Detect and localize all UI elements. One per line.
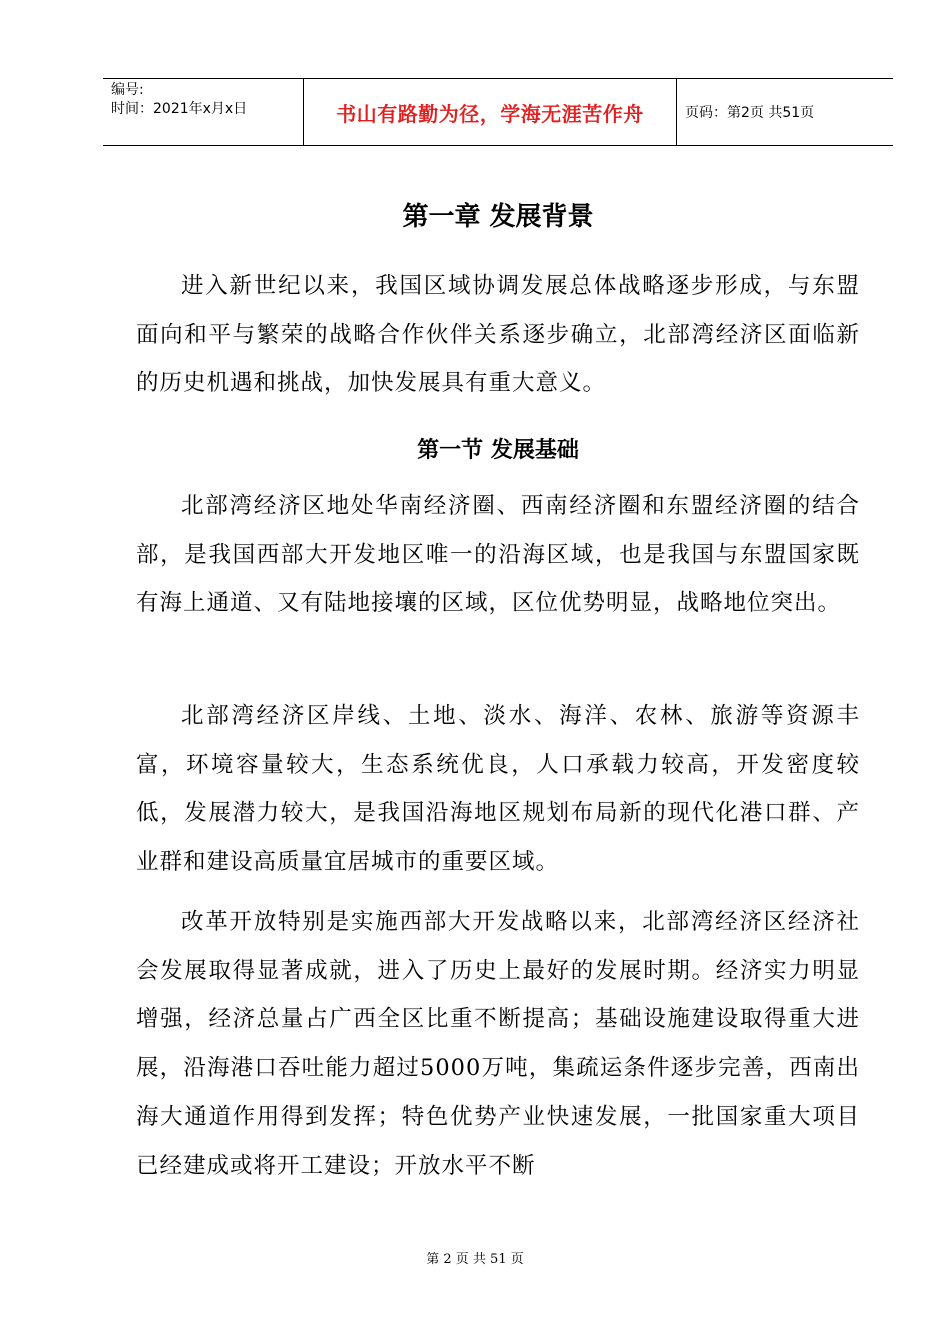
header-page-cell: [677, 79, 893, 145]
paragraph: 北部湾经济区岸线、土地、淡水、海洋、农林、旅游等资源丰富，环境容量较大，生态系统优良，人口承载力较高，开发密度较低，发展潜力较大，是我国沿海地区规划布局新的现代化港口群、产业群和建设高质量宜居城市的重要区域。: [136, 703, 860, 876]
page-footer: 第 2 页 共 51 页: [426, 1252, 524, 1267]
chapter-title: 第一章 发展背景: [402, 202, 594, 232]
header-motto: 书山有路勤为径，学海无涯苦作舟: [336, 101, 644, 126]
header-motto-cell: [303, 79, 677, 145]
paragraph: 改革开放特别是实施西部大开发战略以来，北部湾经济区经济社会发展取得显著成就，进入了历史上最好的发展时期。经济实力明显增强，经济总量占广西全区比重不断提高；基础设施建设取得重大进展，沿海港口吞吐能力超过5000万吨，集疏运条件逐步完善，西南出海大通道作用得到发挥；特色优势产业快速发展，一批国家重大项目已经建成或将开工建设；开放水平不断: [136, 909, 860, 1179]
header-page-number: 页码：第2页 共51页: [685, 105, 815, 121]
paragraph: 北部湾经济区地处华南经济圈、西南经济圈和东盟经济圈的结合部，是我国西部大开发地区唯一的沿海区域，也是我国与东盟国家既有海上通道、又有陆地接壤的区域，区位优势明显，战略地位突出。: [136, 493, 860, 617]
serial-number-label: 编号:: [111, 82, 144, 98]
section-title: 第一节 发展基础: [417, 437, 579, 463]
document-header: [103, 78, 893, 146]
header-meta-cell: [103, 79, 303, 145]
paragraph: 进入新世纪以来，我国区域协调发展总体战略逐步形成，与东盟面向和平与繁荣的战略合作伙伴关系逐步确立，北部湾经济区面临新的历史机遇和挑战，加快发展具有重大意义。: [136, 273, 860, 397]
time-label: 时间：2021年x月x日: [111, 101, 248, 117]
